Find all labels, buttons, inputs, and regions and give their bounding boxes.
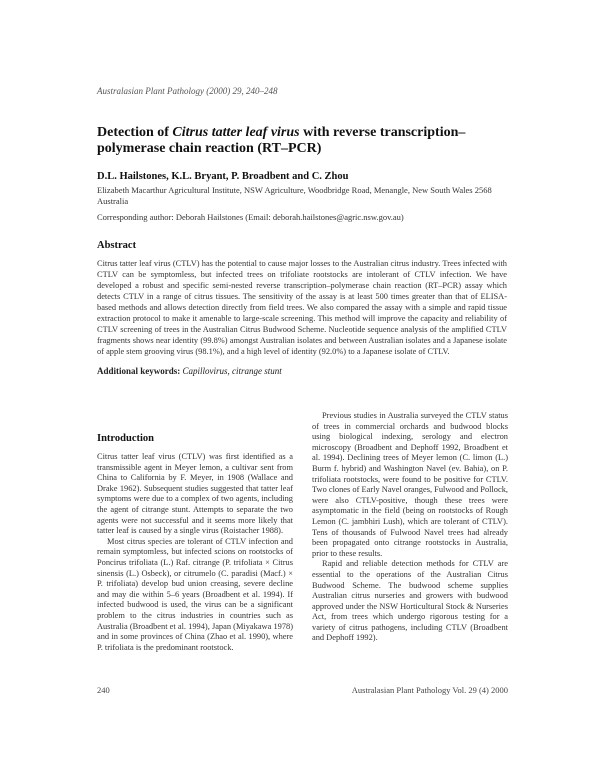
keywords — [97, 366, 507, 376]
intro-paragraph-2: Most citrus species are tolerant of CTLV infection and remain symptomless, but infected scions on rootstocks of Poncirus trifoliata (L.) Raf. citrange (P. trifoliata × Citrus sinensis (L.) Osbeck), or citrumelo (C. paradisi (Macf.) × P. trifoliata) develop bud union creasing, severe decline and may die within 5–6 years (Broadbent et al. 1994). If infected budwood is used, the virus can be a significant problem to the citrus industries in countries such as Australia (Broadbent et al. 1994), Japan (Miyakawa 1978) and in some provinces of China (Zhao et al. 1990), where P. trifoliata is the predominant rootstock. — [97, 536, 293, 652]
journal-footer: Australasian Plant Pathology Vol. 29 (4) 2000 — [351, 685, 508, 695]
author-list: D.L. Hailstones, K.L. Bryant, P. Broadbent and C. Zhou — [97, 171, 349, 182]
corresponding-author: Corresponding author: Deborah Hailstones (Email: deborah.hailstones@agric.nsw.gov.au) — [97, 212, 404, 222]
intro-paragraph-4: Rapid and reliable detection methods for CTLV are essential to the operations of the Australian Citrus Budwood Scheme. The budwood scheme supplies Australian citrus nurseries and growers with budwood approved under the NSW Horticultural Stock & Nurseries Act, from trees which undergo rigorous testing for a variety of citrus pathogens, including CTLV (Broadbent and Dephoff 1992). — [312, 559, 508, 643]
intro-paragraph-1: Citrus tatter leaf virus (CTLV) was first identified as a transmissible agent in Meyer lemon, a cultivar sent from China to California by F. Meyer, in 1908 (Wallace and Drake 1962). Subsequent studies suggested that tatter leaf symptoms were due to a complex of two agents, including the agent of citrange stunt. Attempts to separate the two agents were not successful and it seems more likely that tatter leaf is caused by a single virus (Roistacher 1988). — [97, 452, 293, 536]
introduction-heading: Introduction — [97, 433, 154, 444]
page-number: 240 — [97, 685, 110, 695]
column-left — [97, 452, 293, 653]
journal-running-header: Australasian Plant Pathology (2000) 29, 240–248 — [97, 86, 278, 96]
keywords-value: Capillovirus, citrange stunt — [182, 366, 282, 376]
title-prefix: Detection of — [97, 125, 173, 140]
title-virus-name: Citrus tatter leaf virus — [172, 125, 300, 140]
intro-paragraph-3: Previous studies in Australia surveyed the CTLV status of trees in commercial orchards and budwood blocks using biological indexing, serology and electron microscopy (Broadbent and Dephoff 1992, Broadbent et al. 1994). Declining trees of Meyer lemon (C. limon (L.) Burm f. hybrid) and Washington Navel (ev. Bahia), on P. trifoliata rootstocks, were found to be positive for CTLV. Two clones of Early Navel oranges, Fulwood and Pollock, were also CTLV-positive, though these trees were asymptomatic in the field (being on rootstocks of Rough Lemon (C. jambhiri Lush), which are tolerant of CTLV). Tens of thousands of Fulwood Navel trees had already been propagated onto citrange rootstocks in Australia, prior to these results. — [312, 411, 508, 558]
title-suffix: with reverse transcription–polymerase chain reaction (RT–PCR) — [97, 125, 466, 156]
keywords-label: Additional keywords: — [97, 366, 181, 376]
abstract-heading: Abstract — [97, 240, 137, 251]
article-title — [97, 125, 517, 157]
abstract-text: Citrus tatter leaf virus (CTLV) has the potential to cause major losses to the Australian citrus industry. Trees infected with CTLV can be symptomless, but infected trees on trifoliate rootstocks are intolerant of CTLV infection. We have developed a robust and specific semi-nested reverse transcription–polymerase chain reaction (RT–PCR) assay which detects CTLV in a range of citrus tissues. The sensitivity of the assay is at least 500 times greater than that of ELISA-based methods and allows detection directly from field trees. We also compared the assay with a simple and rapid tissue extraction protocol to make it amenable to large-scale screening. This method will improve the capacity and reliability of CTLV screening of trees in the Australian Citrus Budwood Scheme. Nucleotide sequence analysis of the amplified CTLV fragments shows near identity (99.8%) amongst Australian isolates and between Australian isolates and a Japanese isolate of apple stem grooving virus (98.1%), and a high level of identity (92.0%) to a Japanese isolate of CTLV. — [97, 259, 507, 356]
column-right — [312, 411, 508, 644]
affiliation: Elizabeth Macarthur Agricultural Institute, NSW Agriculture, Woodbridge Road, Menangle, New South Wales 2568 Australia — [97, 185, 492, 206]
